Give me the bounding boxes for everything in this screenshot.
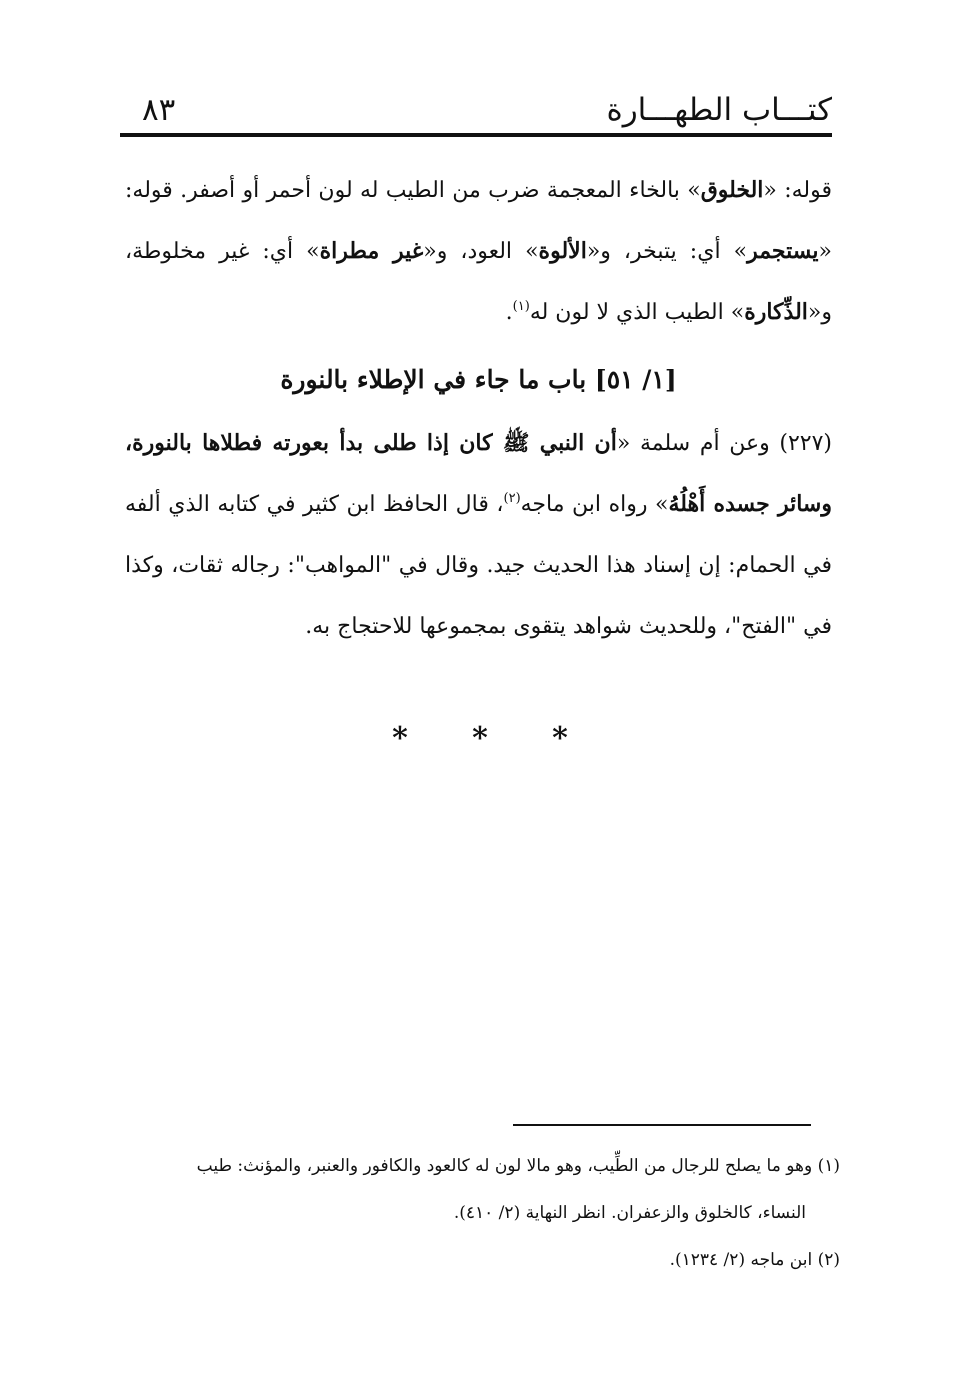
- footnote-ref-2[interactable]: (٢): [503, 491, 521, 506]
- asterisk-ornament: *: [392, 720, 408, 756]
- text-run: » أي: يتبخر، و«: [586, 239, 748, 264]
- term-khaluq: الخلوق: [700, 177, 764, 203]
- page-number: ٨٣: [142, 92, 176, 128]
- footnote-ref-1[interactable]: (١): [512, 299, 530, 314]
- term-aluwwa: الألوة: [538, 238, 587, 264]
- text-run: ، قال الحافظ ابن كثير في كتابه الذي ألفه في الحمام: إن إسناد هذا الحديث جيد. وقال في "المواهب": رجاله ثقات، وكذا في "الفتح"، وللحديث شواهد يتقوى بمجموعها للاحتجاج به.: [125, 492, 832, 639]
- chapter-heading: [١/ ٥١] باب ما جاء في الإطلاء بالنورة: [280, 365, 677, 394]
- asterisk-ornament: *: [552, 720, 568, 756]
- hadith-paragraph: [125, 413, 832, 657]
- footnote-1-line-1: (١) وهو ما يصلح للرجال من الطِّيب، وهو مالا لون له كالعود والكافور والعنبر، والمؤنث: طيب: [196, 1156, 840, 1176]
- text-run: قوله: «: [763, 178, 832, 203]
- text-run: » رواه ابن ماجه: [520, 492, 669, 517]
- main-text: [125, 160, 832, 657]
- footnotes: [130, 1143, 840, 1284]
- hadith-text: أن النبي ﷺ كان إذا طلى بدأ بعورته فطلاها بالنورة، وسائر جسده أَهْلُهُ: [125, 430, 832, 517]
- footnote-1-line-2: النساء، كالخلوق والزعفران. انظر النهاية (٢/ ٤١٠).: [453, 1203, 806, 1223]
- term-ghayr-mutarrat: غير مطراة: [319, 238, 424, 264]
- text-run: » أي: غير مخلوطة، و«: [125, 239, 832, 325]
- header-rule: [120, 133, 832, 137]
- running-title: كتـــاب الطهـــارة: [606, 92, 832, 128]
- term-yastajmir: يستجمر: [747, 238, 819, 264]
- asterisk-ornament: *: [472, 720, 488, 756]
- term-dhikara: الذِّكارة: [744, 299, 808, 325]
- text-run: » الطيب الذي لا لون له: [529, 300, 745, 325]
- page-header: [120, 88, 832, 136]
- glossary-paragraph: [125, 160, 832, 343]
- footnote-rule: [513, 1124, 811, 1126]
- section-separator: [380, 718, 580, 758]
- text-run: .: [505, 300, 513, 325]
- text-run: » بالخاء المعجمة ضرب من الطيب له لون أحمر أو أصفر. قوله: «: [125, 178, 832, 264]
- footnote-2: (٢) ابن ماجه (٢/ ١٢٣٤).: [669, 1250, 840, 1270]
- text-run: (٢٢٧) وعن أم سلمة «: [616, 431, 832, 456]
- text-run: » العود، و«: [423, 239, 539, 264]
